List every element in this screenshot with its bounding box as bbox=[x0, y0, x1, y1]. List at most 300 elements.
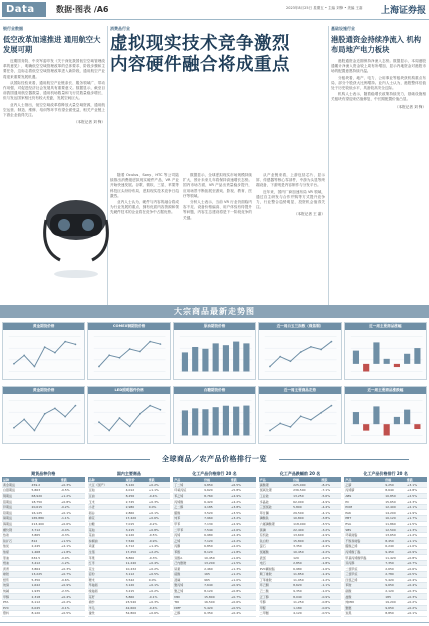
table-cell: -1.1% bbox=[60, 516, 85, 522]
table-cell: 6,850 bbox=[203, 544, 230, 550]
table-cell: +2.4% bbox=[230, 532, 256, 538]
table-cell: 3,120 bbox=[125, 583, 148, 589]
table-cell: -0.9% bbox=[148, 538, 170, 544]
table-cell: 花生 bbox=[88, 566, 125, 572]
vr-headset-image bbox=[40, 190, 112, 282]
data-point bbox=[331, 405, 333, 407]
data-point bbox=[150, 405, 152, 407]
table-cell: 原油 bbox=[2, 555, 31, 561]
table-cell: 3,215 bbox=[125, 588, 148, 594]
table-row bbox=[344, 572, 427, 578]
data-point bbox=[160, 409, 162, 411]
bar bbox=[363, 364, 369, 372]
table-cell: +0.8% bbox=[148, 527, 170, 533]
table-cell: +5.8% bbox=[230, 488, 256, 494]
table-cell: 8,450 bbox=[384, 538, 406, 544]
table-cell: 环氧树脂 bbox=[344, 532, 384, 538]
masthead bbox=[0, 0, 429, 20]
table-cell: 乙腈 bbox=[344, 482, 384, 488]
table-cell: 12,400 bbox=[384, 504, 406, 510]
table-cell: +0.1% bbox=[148, 510, 170, 516]
table-cell: 10,120 bbox=[384, 516, 406, 522]
chart-canvas bbox=[174, 330, 255, 380]
table-cell: +0.9% bbox=[230, 583, 256, 589]
table-cell: 稻谷 bbox=[88, 510, 125, 516]
chart-panel bbox=[173, 386, 256, 444]
table-cell: +0.2% bbox=[148, 482, 170, 488]
table-cell: 四氯乙烯 bbox=[344, 577, 384, 583]
table-cell: 8,120 bbox=[203, 588, 230, 594]
table-cell: +0.1% bbox=[406, 611, 427, 617]
table-cell: 大豆（国产） bbox=[88, 482, 125, 488]
data-table bbox=[88, 477, 171, 617]
table-cell: 8,640 bbox=[384, 488, 406, 494]
data-point bbox=[160, 343, 162, 345]
table-cell: 镍期货 bbox=[2, 516, 31, 522]
bar bbox=[363, 424, 369, 430]
table-cell: 4,185 bbox=[203, 504, 230, 510]
table-cell: 0.0% bbox=[148, 577, 170, 583]
data-table bbox=[2, 477, 85, 617]
table-cell: +0.9% bbox=[60, 583, 85, 589]
bar bbox=[404, 354, 410, 364]
table-cell: 三氯氢硅 bbox=[259, 504, 292, 510]
table-cell: 尿素 bbox=[173, 566, 203, 572]
article-byline: （本报记者 王 嘉） bbox=[293, 212, 325, 217]
table-cell: +0.5% bbox=[148, 572, 170, 578]
table-cell: +1.1% bbox=[406, 538, 427, 544]
table-cell: 4,712 bbox=[125, 544, 148, 550]
table-cell: -1.2% bbox=[320, 577, 341, 583]
chart-canvas bbox=[345, 394, 426, 444]
table-cell: -0.1% bbox=[148, 594, 170, 600]
table-cell: 焦煤 bbox=[2, 549, 31, 555]
table-cell: 锌期货 bbox=[2, 504, 31, 510]
chart-row bbox=[2, 386, 427, 444]
table-cell: 白银期货 bbox=[2, 488, 31, 494]
bar bbox=[202, 409, 208, 435]
table-cell: 苹果 bbox=[88, 555, 125, 561]
table-cell: -0.9% bbox=[60, 555, 85, 561]
table-cell: +1.7% bbox=[406, 516, 427, 522]
chart-panel bbox=[87, 386, 170, 444]
section-badge: Data bbox=[2, 2, 46, 17]
table-cell: -0.9% bbox=[320, 594, 341, 600]
data-table bbox=[344, 477, 427, 617]
table-cell: 52,800 bbox=[125, 611, 148, 617]
table-cell: DMF bbox=[173, 605, 203, 611]
table-cell: 鸡蛋 bbox=[88, 544, 125, 550]
table-cell: 62,000 bbox=[292, 499, 320, 505]
table-cell: 9,850 bbox=[203, 482, 230, 488]
table-cell: 42,600 bbox=[125, 605, 148, 611]
table-cell: 225,000 bbox=[292, 482, 320, 488]
data-point bbox=[109, 354, 111, 356]
table-cell: +1.0% bbox=[406, 544, 427, 550]
table-cell: -0.3% bbox=[148, 555, 170, 561]
table-cell: 12,500 bbox=[384, 527, 406, 533]
table-cell: 236,500 bbox=[292, 488, 320, 494]
table-cell: +3.5% bbox=[230, 510, 256, 516]
table-cell: 3,865 bbox=[31, 532, 60, 538]
data-point bbox=[269, 366, 271, 368]
table-cell: 顺丁橡胶 bbox=[259, 572, 292, 578]
table-cell: 3,520 bbox=[203, 510, 230, 516]
table-cell: 棕榈油 bbox=[88, 538, 125, 544]
tables-banner-title: 全球商品／农产品价格排行一览 bbox=[162, 455, 267, 463]
column-divider bbox=[328, 26, 329, 306]
table-row bbox=[344, 549, 427, 555]
table-cell: -0.5% bbox=[148, 532, 170, 538]
table-cell: 8,620 bbox=[292, 583, 320, 589]
table-cell: 13,250 bbox=[292, 493, 320, 499]
table-cell: 乙醇 bbox=[173, 611, 203, 617]
table-cell: 8,860 bbox=[125, 555, 148, 561]
table-cell: 玉米 bbox=[88, 499, 125, 505]
table-cell: 14,200 bbox=[384, 510, 406, 516]
table-cell: 5,863 bbox=[31, 488, 60, 494]
table-cell: 红枣 bbox=[88, 560, 125, 566]
table-cell: 2,245 bbox=[31, 544, 60, 550]
table-cell: 13,200 bbox=[203, 560, 230, 566]
table-cell: 2,745 bbox=[125, 499, 148, 505]
table-cell: 醋酸乙烯 bbox=[344, 544, 384, 550]
table-cell: 3,712 bbox=[31, 527, 60, 533]
table-cell: 己二酸 bbox=[259, 588, 292, 594]
table-cell: 3,412 bbox=[31, 560, 60, 566]
table-cell: +1.5% bbox=[230, 560, 256, 566]
chart-canvas bbox=[88, 330, 169, 380]
table-cell: 丙烯腈 bbox=[344, 488, 384, 494]
column-header: 涨跌 bbox=[148, 477, 170, 482]
table-cell: 0.0% bbox=[148, 504, 170, 510]
headline-line: 虚拟现实技术竞争激烈 bbox=[110, 34, 290, 54]
table-cell: 5,860 bbox=[125, 594, 148, 600]
table-cell: 3,864 bbox=[31, 566, 60, 572]
table-cell: TDI bbox=[173, 599, 203, 605]
chart-panel bbox=[173, 322, 256, 380]
table-cell: 9,250 bbox=[384, 482, 406, 488]
paragraph: 业内人士认为，硬件与内容的融合将成为行业发展的重点，拥有优质内容资源和领先硬件技术的企业将在竞争中占据优势。 bbox=[110, 200, 179, 215]
table-cell: 羊毛 bbox=[88, 605, 125, 611]
table-cell: +1.1% bbox=[148, 488, 170, 494]
table-cell: 6,980 bbox=[203, 532, 230, 538]
table-cell: SBS bbox=[344, 527, 384, 533]
data-point bbox=[34, 366, 36, 368]
table-cell: 二氯甲烷 bbox=[344, 566, 384, 572]
table-cell: +0.2% bbox=[148, 566, 170, 572]
table-cell: -0.3% bbox=[60, 532, 85, 538]
table-cell: 碳酸锂 bbox=[259, 482, 292, 488]
data-point bbox=[64, 416, 66, 418]
table-cell: +0.8% bbox=[60, 499, 85, 505]
table-cell: 白糖 bbox=[88, 521, 125, 527]
bar bbox=[223, 406, 229, 436]
table-cell: 10,450 bbox=[203, 555, 230, 561]
table-cell: 聚丙烯 bbox=[173, 583, 203, 589]
table-cell: +0.5% bbox=[230, 605, 256, 611]
table-cell: +0.8% bbox=[230, 588, 256, 594]
table-cell: +0.2% bbox=[148, 588, 170, 594]
table-cell: +1.9% bbox=[406, 510, 427, 516]
banner-rule bbox=[279, 459, 409, 460]
chart-canvas bbox=[3, 394, 84, 444]
table-cell: +0.7% bbox=[230, 594, 256, 600]
table-cell: 纸浆 bbox=[2, 577, 31, 583]
table-cell: 20,615 bbox=[31, 504, 60, 510]
column-header: 品种 bbox=[88, 477, 125, 482]
table-cell: 10,850 bbox=[384, 493, 406, 499]
table-cell: -2.4% bbox=[320, 544, 341, 550]
table-cell: 焦炭 bbox=[2, 544, 31, 550]
data-table bbox=[259, 477, 342, 617]
paragraph: 数据显示，全球虚拟现实市场规模持续扩大，预计未来几年将保持高速增长态势。国内市场方面，VR 产品出货量稳步提升，应用场景不断拓展至游戏、影视、教育、医疗等领域。 bbox=[183, 173, 252, 198]
table-cell: 9,650 bbox=[384, 583, 406, 589]
column-header: 涨跌 bbox=[320, 477, 341, 482]
data-point bbox=[54, 352, 56, 354]
table-title: 期货品种价格 bbox=[31, 471, 56, 476]
bar bbox=[393, 417, 399, 424]
table-cell: 6,350 bbox=[203, 611, 230, 617]
table-cell: 1,935 bbox=[31, 588, 60, 594]
table-cell: 13,600 bbox=[292, 532, 320, 538]
table-cell: 盐酸 bbox=[344, 594, 384, 600]
paragraph: 分板块看，地产、电力、公用事业等板块获机构重点布局，部分个股获大比例增持。业内人士认为，港股整体估值处于历史较低水平，具备较高安全边际。 bbox=[331, 75, 426, 91]
bar bbox=[182, 352, 188, 371]
table-cell: +2.2% bbox=[230, 538, 256, 544]
table-cell: 硫酸 bbox=[173, 572, 203, 578]
table-cell: 炭黑 bbox=[344, 611, 384, 617]
table-cell: +4.9% bbox=[230, 493, 256, 499]
table-cell: 15,800 bbox=[292, 538, 320, 544]
table-cell: POM bbox=[344, 504, 384, 510]
table-cell: 丙烯酸 bbox=[173, 499, 203, 505]
paragraph: 近期国务院、中央军委印发《关于深化我国低空空域管理改革的意见》，明确低空空域管理改革的总体要求、阶段步骤和主要任务，这标志着低空空域管理改革进入新阶段，通用航空产业将迎来重要发展机遇。 bbox=[3, 59, 105, 79]
chart-title: 近一周白玉兰指数（煤焦钢） bbox=[259, 323, 340, 330]
table-cell: 纯碱 bbox=[2, 588, 31, 594]
table-cell: 苯胺 bbox=[344, 583, 384, 589]
table-cell: 电石 bbox=[259, 560, 292, 566]
bar bbox=[212, 343, 218, 371]
table-cell: 3,112 bbox=[125, 572, 148, 578]
table-cell: +1.2% bbox=[406, 532, 427, 538]
chart-title: 黄金期货价格 bbox=[3, 323, 84, 330]
table-cell: +0.3% bbox=[60, 566, 85, 572]
table-cell: 8,760 bbox=[203, 493, 230, 499]
bar bbox=[383, 359, 389, 364]
table-cell: -0.2% bbox=[148, 521, 170, 527]
data-point bbox=[23, 419, 25, 421]
bar bbox=[212, 407, 218, 435]
table-row bbox=[344, 555, 427, 561]
table-cell: 聚醚 bbox=[344, 605, 384, 611]
table-row bbox=[344, 577, 427, 583]
table-cell: 23,540 bbox=[125, 599, 148, 605]
table-cell: -2.9% bbox=[320, 532, 341, 538]
table-cell: 11,950 bbox=[292, 577, 320, 583]
table-cell: 632.5 bbox=[31, 555, 60, 561]
series-line bbox=[270, 342, 331, 367]
chart-canvas bbox=[3, 330, 84, 380]
table-cell: 棉花 bbox=[88, 516, 125, 522]
table-cell: 2,650 bbox=[384, 566, 406, 572]
table-cell: 6,240 bbox=[384, 544, 406, 550]
table-cell: 9,620 bbox=[203, 488, 230, 494]
table-cell: +0.4% bbox=[148, 560, 170, 566]
table-cell: +2.9% bbox=[230, 521, 256, 527]
banner-title: 大宗商品最新走势图 bbox=[174, 307, 255, 316]
chart-title: LED照明器件价格 bbox=[88, 387, 169, 394]
series-line bbox=[14, 342, 75, 367]
table-cell: 小麦 bbox=[88, 504, 125, 510]
table-cell: 三氯甲烷 bbox=[344, 572, 384, 578]
bar bbox=[404, 410, 410, 425]
table-cell: 氢氟酸 bbox=[259, 549, 292, 555]
feature-headline bbox=[110, 34, 325, 76]
table-cell: +0.5% bbox=[60, 611, 85, 617]
table-cell: 2,980 bbox=[125, 504, 148, 510]
data-point bbox=[119, 357, 121, 359]
table-cell: +0.4% bbox=[230, 611, 256, 617]
headline-line: 内容硬件融合将成重点 bbox=[110, 55, 290, 75]
chart-panel bbox=[258, 386, 341, 444]
chart-title: COMEX铜期货价格 bbox=[88, 323, 169, 330]
table-cell: 生猪 bbox=[88, 549, 125, 555]
data-point bbox=[139, 351, 141, 353]
chart-panel bbox=[2, 322, 85, 380]
table-cell: 7,640 bbox=[203, 583, 230, 589]
article-tag: 基础设施行业 bbox=[331, 26, 355, 31]
column-header: 产品 bbox=[173, 477, 203, 482]
table-cell: 2,120 bbox=[384, 588, 406, 594]
table-cell: 68,920 bbox=[31, 493, 60, 499]
column-header: 品种 bbox=[2, 477, 31, 482]
table-cell: 橡胶 bbox=[2, 572, 31, 578]
data-point bbox=[44, 413, 46, 415]
series-line bbox=[270, 406, 331, 431]
table-cell: 8,040 bbox=[292, 594, 320, 600]
table-cell: +2.0% bbox=[230, 544, 256, 550]
chart-title: 原油期货价格 bbox=[174, 323, 255, 330]
commodities-banner bbox=[0, 305, 429, 318]
table-cell: +0.6% bbox=[148, 611, 170, 617]
table-cell: 3,350 bbox=[292, 544, 320, 550]
article-body bbox=[331, 59, 426, 103]
bar bbox=[352, 351, 358, 364]
bar bbox=[414, 348, 420, 364]
table-cell: 晚籼稻 bbox=[88, 588, 125, 594]
chart-title: 黄金期货价格 bbox=[3, 387, 84, 394]
table-cell: 8,850 bbox=[384, 611, 406, 617]
chart-canvas bbox=[259, 330, 340, 380]
article-title: 港股通资金持续净流入 机构布局地产电力板块 bbox=[331, 35, 422, 54]
table-cell: 165 bbox=[203, 572, 230, 578]
data-point bbox=[13, 427, 15, 429]
data-point bbox=[310, 346, 312, 348]
table-cell: 豆粕 bbox=[88, 488, 125, 494]
table-row bbox=[259, 504, 342, 510]
table-cell: +3.1% bbox=[406, 482, 427, 488]
chart-panel bbox=[258, 322, 341, 380]
table-cell: 3,542 bbox=[125, 577, 148, 583]
series-line bbox=[99, 342, 160, 367]
chart-title: 白糖期货价格 bbox=[174, 387, 255, 394]
paragraph: 港股通资金近期保持净流入态势。数据显示，本周港股通累计净流入资金较上周有所增加，显示内地资金对港股市场的配置意愿持续升温。 bbox=[331, 59, 426, 74]
table-cell: 丁苯橡胶 bbox=[259, 577, 292, 583]
table-row bbox=[259, 566, 342, 572]
table-cell: 459.2 bbox=[31, 482, 60, 488]
table-row bbox=[173, 611, 256, 617]
data-point bbox=[150, 341, 152, 343]
table-cell: 塑料 bbox=[2, 611, 31, 617]
table-cell: 纯苯 bbox=[173, 516, 203, 522]
right-article bbox=[331, 26, 426, 110]
article-tag: 消费品行业 bbox=[110, 26, 130, 31]
table-cell: -0.4% bbox=[148, 605, 170, 611]
table-row bbox=[88, 611, 171, 617]
data-point bbox=[119, 417, 121, 419]
bar bbox=[192, 347, 198, 371]
table-cell: -1.6% bbox=[320, 566, 341, 572]
table-cell: 正丁醇 bbox=[259, 594, 292, 600]
table-cell: +0.3% bbox=[60, 482, 85, 488]
bar bbox=[223, 345, 229, 371]
table-cell: 8,256 bbox=[125, 493, 148, 499]
table-cell: 2,318 bbox=[31, 594, 60, 600]
data-point bbox=[98, 421, 100, 423]
issue-date: 2023年8月25日 星期五 • 主编 刘锋 • 美编 王嘉 bbox=[286, 6, 363, 10]
table-cell: 异丙醇 bbox=[344, 560, 384, 566]
chart-canvas bbox=[259, 394, 340, 444]
bar bbox=[243, 343, 249, 371]
table-cell: 7,540 bbox=[203, 527, 230, 533]
table-cell: +0.4% bbox=[60, 594, 85, 600]
table-cell: 聚乙烯 bbox=[173, 588, 203, 594]
data-table bbox=[173, 477, 256, 617]
table-cell: 铝期货 bbox=[2, 499, 31, 505]
table-cell: 环氧丙烷 bbox=[173, 488, 203, 494]
table-row bbox=[344, 532, 427, 538]
table-cell: 19,200 bbox=[384, 599, 406, 605]
table-cell: 己内酰胺 bbox=[173, 560, 203, 566]
feature-column bbox=[110, 173, 179, 222]
table-cell: 965 bbox=[203, 577, 230, 583]
table-cell: MDI bbox=[173, 594, 203, 600]
table-cell: +0.6% bbox=[230, 599, 256, 605]
table-row bbox=[2, 611, 85, 617]
table-cell: 醋酸 bbox=[173, 510, 203, 516]
table-cell: -2.2% bbox=[320, 549, 341, 555]
table-cell: 120 bbox=[292, 555, 320, 561]
table-cell: 11,240 bbox=[125, 560, 148, 566]
table-cell: 甲基丙烯酸甲酯 bbox=[344, 555, 384, 561]
table-row bbox=[259, 572, 342, 578]
table-cell: 2,860 bbox=[125, 510, 148, 516]
table-cell: 13,225 bbox=[31, 572, 60, 578]
tables-banner bbox=[0, 454, 429, 465]
table-cell: PBT bbox=[344, 516, 384, 522]
table-cell: 185 bbox=[384, 594, 406, 600]
article-tag: 银行业数据 bbox=[3, 26, 23, 31]
price-table bbox=[2, 470, 85, 617]
chart-panel bbox=[87, 322, 170, 380]
table-cell: 热卷 bbox=[2, 532, 31, 538]
table-cell: 11,850 bbox=[292, 572, 320, 578]
table-cell: +1.6% bbox=[230, 555, 256, 561]
data-point bbox=[310, 419, 312, 421]
table-cell: +2.1% bbox=[60, 544, 85, 550]
table-row bbox=[259, 521, 342, 527]
